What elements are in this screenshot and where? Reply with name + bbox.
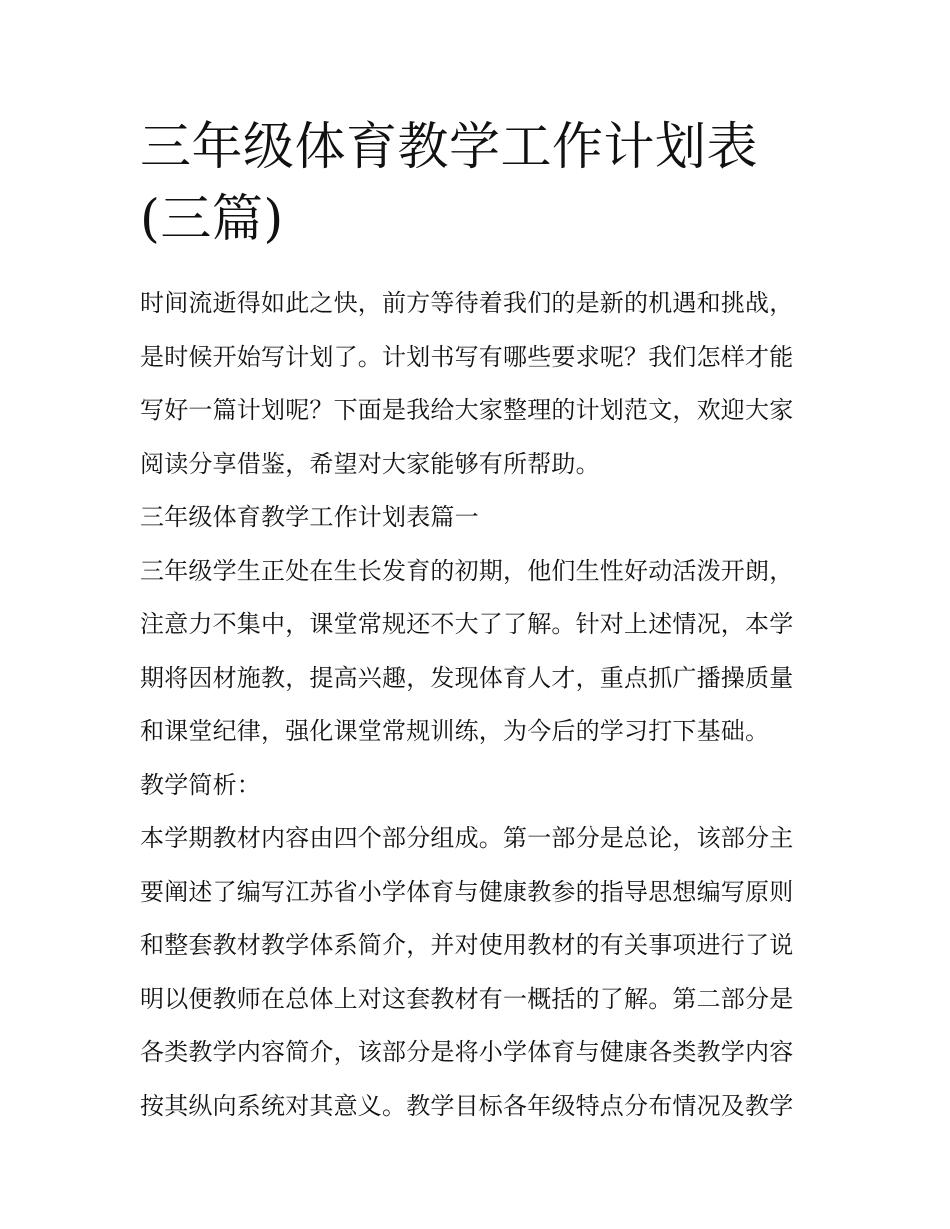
document-title: 三年级体育教学工作计划表(三篇) xyxy=(140,118,759,249)
section-heading: 三年级体育教学工作计划表篇一 xyxy=(140,503,479,531)
document-body xyxy=(140,277,816,1133)
subsection-heading: 教学简析： xyxy=(140,770,261,799)
student-analysis-paragraph: 三年级学生正处在生长发育的初期，他们生性好动活泼开朗，注意力不集中，课堂常规还不大了了解。针对上述情况，本学期将因材施教，提高兴趣，发现体育人才，重点抓广播操质量和课堂纪律，强化课堂常规训练，为今后的学习打下基础。 xyxy=(140,556,794,745)
teaching-content-paragraph: 本学期教材内容由四个部分组成。第一部分是总论，该部分主要阐述了编写江苏省小学体育与健康教参的指导思想编写原则和整套教材教学体系简介，并对使用教材的有关事项进行了说明以便教师在总体上对这套教材有一概括的了解。第二部分是各类教学内容简介，该部分是将小学体育与健康各类教学内容按其纵向系统对其意义。教学目标各年级特点分布情况及教学 xyxy=(140,824,794,1120)
intro-paragraph: 时间流逝得如此之快，前方等待着我们的是新的机遇和挑战，是时候开始写计划了。计划书写有哪些要求呢？我们怎样才能写好一篇计划呢？下面是我给大家整理的计划范文，欢迎大家阅读分享借鉴，希望对大家能够有所帮助。 xyxy=(140,289,794,478)
